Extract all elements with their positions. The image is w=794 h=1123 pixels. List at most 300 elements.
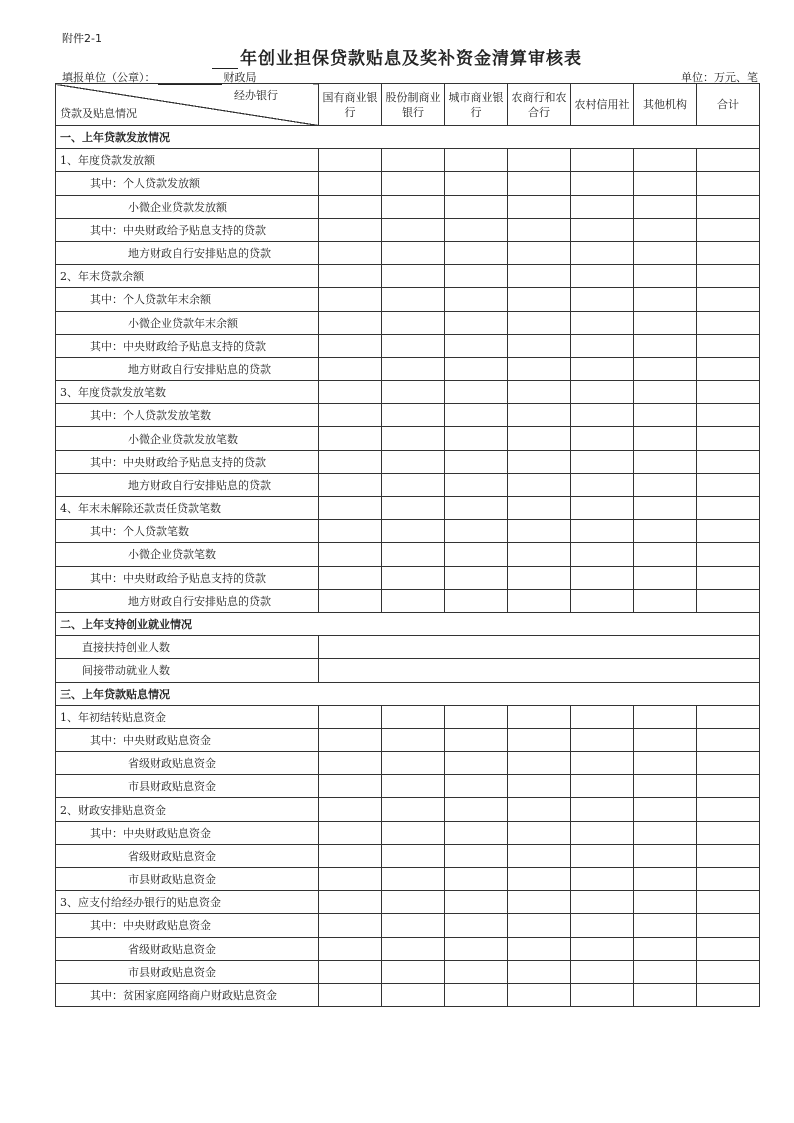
value-cell[interactable] xyxy=(697,937,760,960)
value-cell[interactable] xyxy=(319,728,382,751)
value-cell[interactable] xyxy=(382,728,445,751)
value-cell[interactable] xyxy=(634,798,697,821)
value-cell[interactable] xyxy=(382,752,445,775)
value-cell[interactable] xyxy=(571,172,634,195)
value-cell[interactable] xyxy=(382,705,445,728)
value-cell[interactable] xyxy=(634,288,697,311)
row-label: 1、年度贷款发放额 xyxy=(56,149,319,172)
value-cell[interactable] xyxy=(445,543,508,566)
value-cell[interactable] xyxy=(382,334,445,357)
table-row xyxy=(56,728,760,751)
value-cell[interactable] xyxy=(382,914,445,937)
value-cell[interactable] xyxy=(382,520,445,543)
value-cell[interactable] xyxy=(508,752,571,775)
value-cell[interactable] xyxy=(382,265,445,288)
value-cell[interactable] xyxy=(634,265,697,288)
value-cell[interactable] xyxy=(571,821,634,844)
value-cell[interactable] xyxy=(445,195,508,218)
value-cell[interactable] xyxy=(697,821,760,844)
value-cell[interactable] xyxy=(697,752,760,775)
value-cell[interactable] xyxy=(382,868,445,891)
value-cell[interactable] xyxy=(697,705,760,728)
value-cell[interactable] xyxy=(445,497,508,520)
value-cell[interactable] xyxy=(697,357,760,380)
value-cell[interactable] xyxy=(319,218,382,241)
row-label: 地方财政自行安排贴息的贷款 xyxy=(56,473,319,496)
value-cell[interactable] xyxy=(508,288,571,311)
row-label: 其中：中央财政贴息资金 xyxy=(56,914,319,937)
value-cell[interactable] xyxy=(445,566,508,589)
table-row xyxy=(56,427,760,450)
value-cell[interactable] xyxy=(445,937,508,960)
value-cell[interactable] xyxy=(319,914,382,937)
value-cell[interactable] xyxy=(508,381,571,404)
value-cell[interactable] xyxy=(634,473,697,496)
value-cell[interactable] xyxy=(508,798,571,821)
value-cell[interactable] xyxy=(508,195,571,218)
value-cell[interactable] xyxy=(445,821,508,844)
value-cell[interactable] xyxy=(697,427,760,450)
table-row xyxy=(56,126,760,149)
value-cell[interactable] xyxy=(508,566,571,589)
value-cell[interactable] xyxy=(319,265,382,288)
value-cell[interactable] xyxy=(571,728,634,751)
value-cell[interactable] xyxy=(571,844,634,867)
audit-table xyxy=(55,83,760,1007)
value-cell[interactable] xyxy=(697,983,760,1006)
table-row xyxy=(56,288,760,311)
value-cell[interactable] xyxy=(697,914,760,937)
value-cell[interactable] xyxy=(508,520,571,543)
value-cell[interactable] xyxy=(319,798,382,821)
row-label: 地方财政自行安排贴息的贷款 xyxy=(56,589,319,612)
value-cell[interactable] xyxy=(697,543,760,566)
value-cell[interactable] xyxy=(382,288,445,311)
value-cell[interactable] xyxy=(445,288,508,311)
value-cell[interactable] xyxy=(319,381,382,404)
value-cell[interactable] xyxy=(634,937,697,960)
value-cell[interactable] xyxy=(445,357,508,380)
value-cell[interactable] xyxy=(319,844,382,867)
row-label: 直接扶持创业人数 xyxy=(56,636,319,659)
value-cell[interactable] xyxy=(319,636,760,659)
value-cell[interactable] xyxy=(634,775,697,798)
value-cell[interactable] xyxy=(382,775,445,798)
value-cell[interactable] xyxy=(634,149,697,172)
unit-label: 单位：万元、笔 xyxy=(681,71,758,84)
value-cell[interactable] xyxy=(319,775,382,798)
value-cell[interactable] xyxy=(571,520,634,543)
value-cell[interactable] xyxy=(319,334,382,357)
row-label: 省级财政贴息资金 xyxy=(56,752,319,775)
value-cell[interactable] xyxy=(571,265,634,288)
value-cell[interactable] xyxy=(445,473,508,496)
value-cell[interactable] xyxy=(319,172,382,195)
value-cell[interactable] xyxy=(319,497,382,520)
value-cell[interactable] xyxy=(319,311,382,334)
value-cell[interactable] xyxy=(634,497,697,520)
value-cell[interactable] xyxy=(445,752,508,775)
value-cell[interactable] xyxy=(508,775,571,798)
value-cell[interactable] xyxy=(634,868,697,891)
row-label: 三、上年贷款贴息情况 xyxy=(56,682,760,705)
row-label: 其中：个人贷款发放额 xyxy=(56,172,319,195)
value-cell[interactable] xyxy=(634,334,697,357)
value-cell[interactable] xyxy=(319,357,382,380)
value-cell[interactable] xyxy=(382,798,445,821)
value-cell[interactable] xyxy=(508,543,571,566)
value-cell[interactable] xyxy=(508,404,571,427)
value-cell[interactable] xyxy=(382,450,445,473)
value-cell[interactable] xyxy=(382,821,445,844)
row-label: 其中：中央财政贴息资金 xyxy=(56,728,319,751)
row-label: 其中：中央财政给予贴息支持的贷款 xyxy=(56,218,319,241)
value-cell[interactable] xyxy=(697,404,760,427)
value-cell[interactable] xyxy=(508,241,571,264)
value-cell[interactable] xyxy=(445,265,508,288)
row-label: 地方财政自行安排贴息的贷款 xyxy=(56,241,319,264)
value-cell[interactable] xyxy=(571,543,634,566)
value-cell[interactable] xyxy=(508,473,571,496)
value-cell[interactable] xyxy=(634,752,697,775)
row-label: 其中：个人贷款年末余额 xyxy=(56,288,319,311)
value-cell[interactable] xyxy=(508,427,571,450)
table-row xyxy=(56,566,760,589)
value-cell[interactable] xyxy=(445,891,508,914)
table-row xyxy=(56,775,760,798)
value-cell[interactable] xyxy=(319,404,382,427)
row-label: 2、年末贷款余额 xyxy=(56,265,319,288)
row-label: 小微企业贷款年末余额 xyxy=(56,311,319,334)
value-cell[interactable] xyxy=(382,427,445,450)
value-cell[interactable] xyxy=(697,241,760,264)
value-cell[interactable] xyxy=(319,821,382,844)
table-row xyxy=(56,311,760,334)
value-cell[interactable] xyxy=(508,172,571,195)
value-cell[interactable] xyxy=(319,450,382,473)
table-row xyxy=(56,659,760,682)
value-cell[interactable] xyxy=(319,659,760,682)
header-row xyxy=(56,84,760,126)
table-row xyxy=(56,149,760,172)
value-cell[interactable] xyxy=(382,473,445,496)
value-cell[interactable] xyxy=(571,334,634,357)
table-row xyxy=(56,752,760,775)
value-cell[interactable] xyxy=(382,543,445,566)
row-label: 4、年末未解除还款责任贷款笔数 xyxy=(56,497,319,520)
value-cell[interactable] xyxy=(697,566,760,589)
table-row xyxy=(56,241,760,264)
value-cell[interactable] xyxy=(382,357,445,380)
value-cell[interactable] xyxy=(697,960,760,983)
value-cell[interactable] xyxy=(445,983,508,1006)
value-cell[interactable] xyxy=(697,195,760,218)
value-cell[interactable] xyxy=(382,381,445,404)
value-cell[interactable] xyxy=(697,265,760,288)
value-cell[interactable] xyxy=(382,404,445,427)
row-label: 1、年初结转贴息资金 xyxy=(56,705,319,728)
table-row xyxy=(56,497,760,520)
value-cell[interactable] xyxy=(508,914,571,937)
value-cell[interactable] xyxy=(634,218,697,241)
value-cell[interactable] xyxy=(634,520,697,543)
value-cell[interactable] xyxy=(508,891,571,914)
value-cell[interactable] xyxy=(445,705,508,728)
value-cell[interactable] xyxy=(571,381,634,404)
value-cell[interactable] xyxy=(634,960,697,983)
value-cell[interactable] xyxy=(382,566,445,589)
value-cell[interactable] xyxy=(445,427,508,450)
value-cell[interactable] xyxy=(445,172,508,195)
value-cell[interactable] xyxy=(697,288,760,311)
value-cell[interactable] xyxy=(571,149,634,172)
row-label: 其中：个人贷款笔数 xyxy=(56,520,319,543)
value-cell[interactable] xyxy=(634,357,697,380)
value-cell[interactable] xyxy=(634,195,697,218)
value-cell[interactable] xyxy=(445,728,508,751)
value-cell[interactable] xyxy=(382,149,445,172)
value-cell[interactable] xyxy=(697,775,760,798)
value-cell[interactable] xyxy=(382,172,445,195)
value-cell[interactable] xyxy=(445,218,508,241)
value-cell[interactable] xyxy=(508,983,571,1006)
value-cell[interactable] xyxy=(382,311,445,334)
value-cell[interactable] xyxy=(697,450,760,473)
value-cell[interactable] xyxy=(445,960,508,983)
value-cell[interactable] xyxy=(571,937,634,960)
value-cell[interactable] xyxy=(508,265,571,288)
value-cell[interactable] xyxy=(319,752,382,775)
value-cell[interactable] xyxy=(319,473,382,496)
value-cell[interactable] xyxy=(508,705,571,728)
value-cell[interactable] xyxy=(697,149,760,172)
value-cell[interactable] xyxy=(571,450,634,473)
value-cell[interactable] xyxy=(319,543,382,566)
value-cell[interactable] xyxy=(382,241,445,264)
value-cell[interactable] xyxy=(571,497,634,520)
table-row xyxy=(56,450,760,473)
row-label: 3、应支付给经办银行的贴息资金 xyxy=(56,891,319,914)
value-cell[interactable] xyxy=(571,195,634,218)
value-cell[interactable] xyxy=(319,520,382,543)
value-cell[interactable] xyxy=(697,381,760,404)
value-cell[interactable] xyxy=(571,404,634,427)
year-blank xyxy=(212,54,238,69)
diag-top-label: 经办银行 xyxy=(234,89,278,102)
value-cell[interactable] xyxy=(319,891,382,914)
value-cell[interactable] xyxy=(697,520,760,543)
value-cell[interactable] xyxy=(382,937,445,960)
value-cell[interactable] xyxy=(319,241,382,264)
value-cell[interactable] xyxy=(634,404,697,427)
value-cell[interactable] xyxy=(697,334,760,357)
col-header: 股份制商业银行 xyxy=(382,84,445,126)
col-header: 农村信用社 xyxy=(571,84,634,126)
value-cell[interactable] xyxy=(571,891,634,914)
value-cell[interactable] xyxy=(319,589,382,612)
value-cell[interactable] xyxy=(571,775,634,798)
value-cell[interactable] xyxy=(508,450,571,473)
value-cell[interactable] xyxy=(634,589,697,612)
value-cell[interactable] xyxy=(697,798,760,821)
value-cell[interactable] xyxy=(382,844,445,867)
value-cell[interactable] xyxy=(571,752,634,775)
value-cell[interactable] xyxy=(319,427,382,450)
value-cell[interactable] xyxy=(445,844,508,867)
value-cell[interactable] xyxy=(571,427,634,450)
value-cell[interactable] xyxy=(571,218,634,241)
value-cell[interactable] xyxy=(319,868,382,891)
value-cell[interactable] xyxy=(445,311,508,334)
value-cell[interactable] xyxy=(697,868,760,891)
value-cell[interactable] xyxy=(508,937,571,960)
row-label: 省级财政贴息资金 xyxy=(56,937,319,960)
value-cell[interactable] xyxy=(634,705,697,728)
value-cell[interactable] xyxy=(634,311,697,334)
value-cell[interactable] xyxy=(697,891,760,914)
value-cell[interactable] xyxy=(445,775,508,798)
value-cell[interactable] xyxy=(382,983,445,1006)
row-label: 间接带动就业人数 xyxy=(56,659,319,682)
value-cell[interactable] xyxy=(508,497,571,520)
row-label: 市县财政贴息资金 xyxy=(56,868,319,891)
table-body xyxy=(56,126,760,1007)
table-row xyxy=(56,195,760,218)
value-cell[interactable] xyxy=(571,914,634,937)
table-row xyxy=(56,589,760,612)
value-cell[interactable] xyxy=(382,195,445,218)
value-cell[interactable] xyxy=(571,288,634,311)
title-text: 年创业担保贷款贴息及奖补资金清算审核表 xyxy=(240,49,582,69)
value-cell[interactable] xyxy=(445,589,508,612)
value-cell[interactable] xyxy=(508,218,571,241)
value-cell[interactable] xyxy=(319,983,382,1006)
value-cell[interactable] xyxy=(382,891,445,914)
table-row xyxy=(56,172,760,195)
value-cell[interactable] xyxy=(634,241,697,264)
value-cell[interactable] xyxy=(319,960,382,983)
value-cell[interactable] xyxy=(571,960,634,983)
value-cell[interactable] xyxy=(634,821,697,844)
value-cell[interactable] xyxy=(571,983,634,1006)
value-cell[interactable] xyxy=(634,381,697,404)
col-header: 国有商业银行 xyxy=(319,84,382,126)
value-cell[interactable] xyxy=(697,728,760,751)
value-cell[interactable] xyxy=(319,195,382,218)
row-label: 其中：中央财政贴息资金 xyxy=(56,821,319,844)
value-cell[interactable] xyxy=(445,381,508,404)
table-row xyxy=(56,821,760,844)
value-cell[interactable] xyxy=(382,497,445,520)
value-cell[interactable] xyxy=(508,821,571,844)
table-row xyxy=(56,265,760,288)
value-cell[interactable] xyxy=(634,914,697,937)
value-cell[interactable] xyxy=(697,218,760,241)
value-cell[interactable] xyxy=(697,497,760,520)
value-cell[interactable] xyxy=(445,404,508,427)
table-row xyxy=(56,914,760,937)
value-cell[interactable] xyxy=(445,798,508,821)
row-label: 其中：中央财政给予贴息支持的贷款 xyxy=(56,450,319,473)
value-cell[interactable] xyxy=(508,311,571,334)
value-cell[interactable] xyxy=(571,473,634,496)
row-label: 市县财政贴息资金 xyxy=(56,960,319,983)
value-cell[interactable] xyxy=(634,844,697,867)
row-label: 省级财政贴息资金 xyxy=(56,844,319,867)
value-cell[interactable] xyxy=(508,868,571,891)
col-header: 其他机构 xyxy=(634,84,697,126)
value-cell[interactable] xyxy=(634,728,697,751)
value-cell[interactable] xyxy=(571,589,634,612)
value-cell[interactable] xyxy=(319,705,382,728)
value-cell[interactable] xyxy=(445,520,508,543)
value-cell[interactable] xyxy=(508,334,571,357)
value-cell[interactable] xyxy=(571,311,634,334)
value-cell[interactable] xyxy=(697,172,760,195)
value-cell[interactable] xyxy=(445,914,508,937)
row-label: 2、财政安排贴息资金 xyxy=(56,798,319,821)
value-cell[interactable] xyxy=(508,728,571,751)
value-cell[interactable] xyxy=(319,149,382,172)
value-cell[interactable] xyxy=(697,589,760,612)
row-label: 一、上年贷款发放情况 xyxy=(56,126,760,149)
value-cell[interactable] xyxy=(508,357,571,380)
value-cell[interactable] xyxy=(697,844,760,867)
value-cell[interactable] xyxy=(634,566,697,589)
value-cell[interactable] xyxy=(634,172,697,195)
value-cell[interactable] xyxy=(508,844,571,867)
table-row xyxy=(56,705,760,728)
value-cell[interactable] xyxy=(571,798,634,821)
value-cell[interactable] xyxy=(508,960,571,983)
value-cell[interactable] xyxy=(445,149,508,172)
value-cell[interactable] xyxy=(445,868,508,891)
value-cell[interactable] xyxy=(445,334,508,357)
row-label: 二、上年支持创业就业情况 xyxy=(56,612,760,635)
table-row xyxy=(56,543,760,566)
value-cell[interactable] xyxy=(571,241,634,264)
value-cell[interactable] xyxy=(382,589,445,612)
value-cell[interactable] xyxy=(571,566,634,589)
value-cell[interactable] xyxy=(571,705,634,728)
value-cell[interactable] xyxy=(382,960,445,983)
value-cell[interactable] xyxy=(634,450,697,473)
value-cell[interactable] xyxy=(634,983,697,1006)
value-cell[interactable] xyxy=(697,311,760,334)
value-cell[interactable] xyxy=(634,891,697,914)
value-cell[interactable] xyxy=(508,149,571,172)
value-cell[interactable] xyxy=(319,937,382,960)
table-row xyxy=(56,844,760,867)
value-cell[interactable] xyxy=(634,427,697,450)
value-cell[interactable] xyxy=(571,357,634,380)
row-label: 小微企业贷款发放额 xyxy=(56,195,319,218)
table-row xyxy=(56,612,760,635)
row-label: 小微企业贷款笔数 xyxy=(56,543,319,566)
attachment-label: 附件2-1 xyxy=(62,32,102,45)
table-row xyxy=(56,937,760,960)
value-cell[interactable] xyxy=(319,288,382,311)
value-cell[interactable] xyxy=(697,473,760,496)
value-cell[interactable] xyxy=(445,450,508,473)
value-cell[interactable] xyxy=(508,589,571,612)
value-cell[interactable] xyxy=(319,566,382,589)
value-cell[interactable] xyxy=(382,218,445,241)
value-cell[interactable] xyxy=(445,241,508,264)
value-cell[interactable] xyxy=(634,543,697,566)
row-label: 其中：个人贷款发放笔数 xyxy=(56,404,319,427)
value-cell[interactable] xyxy=(571,868,634,891)
